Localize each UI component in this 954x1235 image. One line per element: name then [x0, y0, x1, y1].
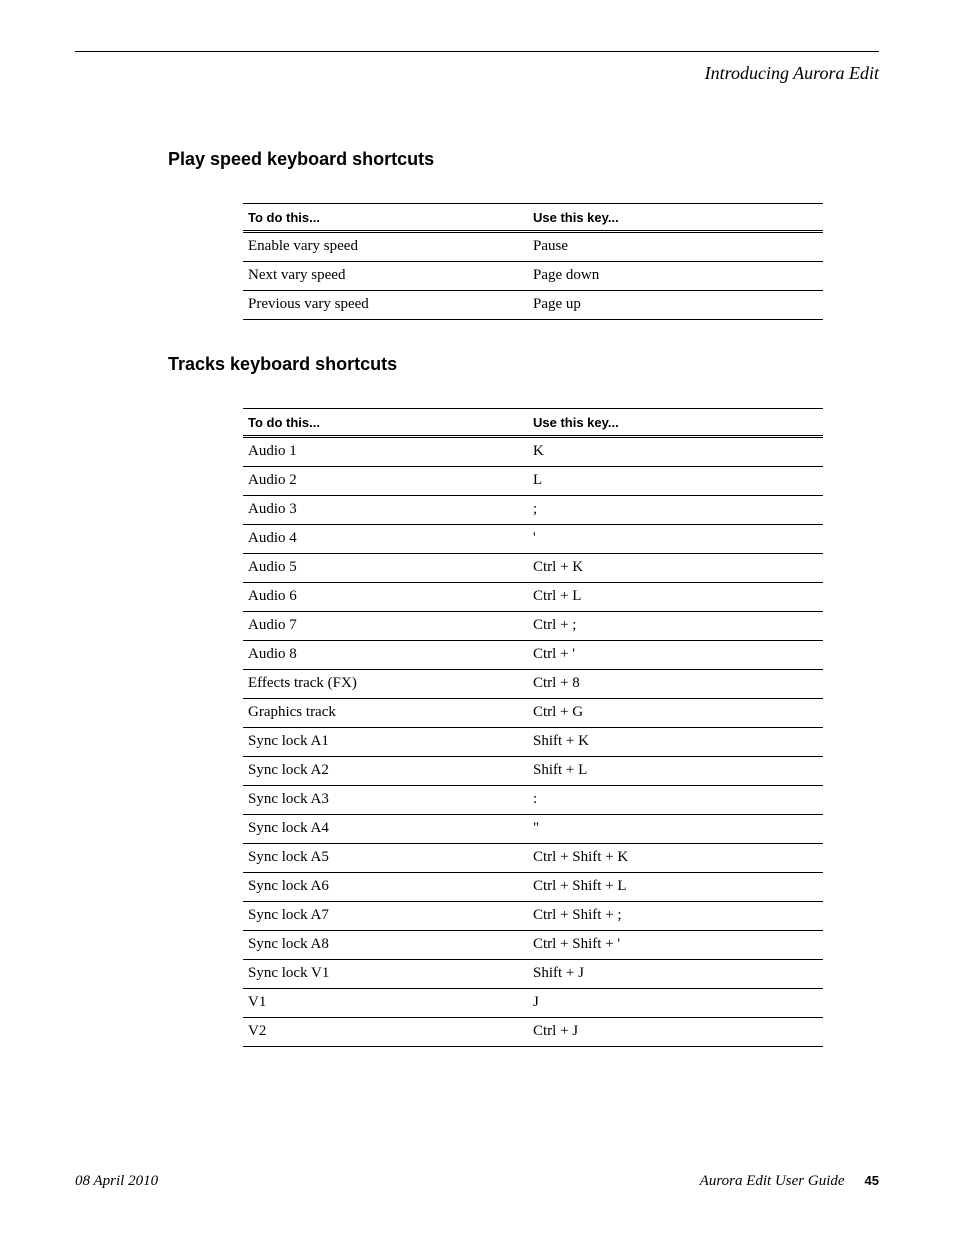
action-cell: Audio 3: [248, 501, 297, 517]
action-cell: Sync lock A5: [248, 849, 329, 865]
table-row: [243, 554, 823, 583]
action-cell: V2: [248, 1023, 267, 1039]
action-cell: Sync lock A8: [248, 936, 329, 952]
table-row: [243, 699, 823, 728]
table-row: [243, 233, 823, 262]
table-row: [243, 612, 823, 641]
key-cell: Ctrl + L: [533, 588, 582, 604]
table-row: [243, 641, 823, 670]
key-cell: Ctrl + K: [533, 559, 584, 575]
column-header-key: Use this key...: [533, 209, 619, 225]
key-cell: K: [533, 443, 544, 459]
table-row: [243, 757, 823, 786]
key-cell: Ctrl + Shift + ': [533, 936, 621, 952]
footer-date: 08 April 2010: [75, 1173, 159, 1189]
key-cell: L: [533, 472, 543, 488]
key-cell: Ctrl + Shift + L: [533, 878, 627, 894]
page-number: 45: [864, 1173, 879, 1188]
table-row: [243, 844, 823, 873]
table-row: [243, 786, 823, 815]
action-cell: Audio 7: [248, 617, 297, 633]
action-cell: Sync lock A6: [248, 878, 329, 894]
action-cell: Sync lock A4: [248, 820, 329, 836]
action-cell: Audio 2: [248, 472, 297, 488]
key-cell: ': [533, 530, 536, 546]
action-cell: Audio 4: [248, 530, 297, 546]
key-cell: J: [533, 994, 539, 1010]
action-cell: Graphics track: [248, 704, 336, 720]
table-header: [243, 204, 823, 233]
play-speed-table: [243, 203, 823, 320]
key-cell: Ctrl + Shift + ;: [533, 907, 622, 923]
running-head: Introducing Aurora Edit: [704, 63, 879, 83]
column-header-action: To do this...: [248, 414, 320, 430]
header-rule: [75, 51, 879, 52]
table-row: [243, 525, 823, 554]
tracks-table: [243, 408, 823, 1047]
action-cell: Sync lock A7: [248, 907, 329, 923]
column-header-action: To do this...: [248, 209, 320, 225]
key-cell: :: [533, 791, 538, 807]
key-cell: ;: [533, 501, 538, 517]
table-row: [243, 931, 823, 960]
key-cell: Ctrl + ': [533, 646, 575, 662]
table-row: [243, 989, 823, 1018]
key-cell: Shift + L: [533, 762, 588, 778]
table-row: [243, 496, 823, 525]
footer-guide-title: Aurora Edit User Guide: [699, 1173, 845, 1189]
action-cell: Sync lock A1: [248, 733, 329, 749]
key-cell: ": [533, 820, 540, 836]
action-cell: Audio 1: [248, 443, 297, 459]
footer-right: [700, 1171, 879, 1191]
key-cell: Ctrl + ;: [533, 617, 577, 633]
action-cell: Effects track (FX): [248, 675, 357, 691]
tracks-title: Tracks keyboard shortcuts: [168, 354, 398, 374]
table-row: [243, 262, 823, 291]
action-cell: V1: [248, 994, 267, 1010]
action-cell: Sync lock A2: [248, 762, 329, 778]
play-speed-title: Play speed keyboard shortcuts: [168, 149, 435, 169]
action-cell: Sync lock V1: [248, 965, 330, 981]
key-cell: Ctrl + 8: [533, 675, 580, 691]
table-row: [243, 815, 823, 844]
action-cell: Enable vary speed: [248, 238, 358, 254]
table-row: [243, 1018, 823, 1047]
table-row: [243, 728, 823, 757]
key-cell: Ctrl + J: [533, 1023, 579, 1039]
table-row: [243, 902, 823, 931]
table-row: [243, 960, 823, 989]
table-row: [243, 467, 823, 496]
key-cell: Ctrl + G: [533, 704, 584, 720]
action-cell: Audio 6: [248, 588, 297, 604]
table-row: [243, 438, 823, 467]
table-row: [243, 583, 823, 612]
key-cell: Pause: [533, 238, 568, 254]
action-cell: Audio 5: [248, 559, 297, 575]
key-cell: Page down: [533, 267, 600, 283]
key-cell: Ctrl + Shift + K: [533, 849, 629, 865]
table-row: [243, 670, 823, 699]
table-header: [243, 409, 823, 438]
action-cell: Previous vary speed: [248, 296, 369, 312]
table-row: [243, 291, 823, 320]
key-cell: Page up: [533, 296, 581, 312]
column-header-key: Use this key...: [533, 414, 619, 430]
key-cell: Shift + K: [533, 733, 589, 749]
action-cell: Audio 8: [248, 646, 297, 662]
key-cell: Shift + J: [533, 965, 584, 981]
table-row: [243, 873, 823, 902]
action-cell: Sync lock A3: [248, 791, 329, 807]
action-cell: Next vary speed: [248, 267, 346, 283]
